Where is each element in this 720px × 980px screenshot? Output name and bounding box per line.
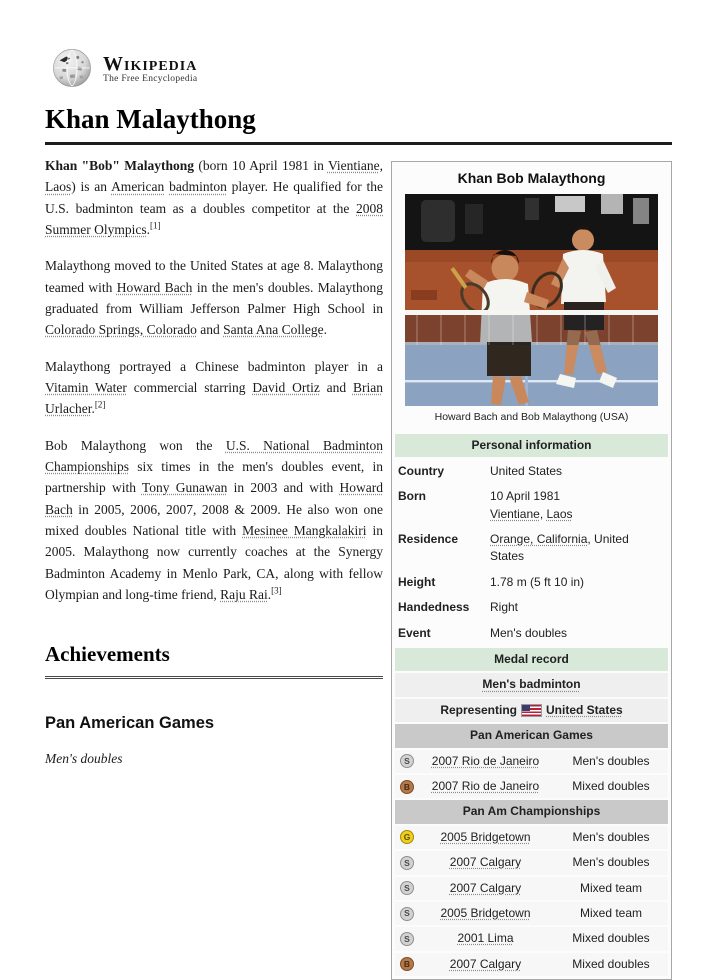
infobox-photo[interactable]	[395, 194, 668, 406]
medal-event: Men's doubles	[572, 753, 650, 768]
field-label: Residence	[398, 532, 459, 547]
text-run: ,	[539, 506, 547, 521]
medal-group-header-pan-american-games: Pan American Games	[395, 724, 668, 747]
gold-medal-icon: G	[400, 830, 414, 844]
text-link[interactable]: Brian Urlacher	[45, 379, 383, 417]
infobox-row-handedness	[395, 595, 668, 620]
field-label: Born	[398, 489, 426, 504]
infobox-row-born	[395, 484, 668, 527]
text-link[interactable]: Mesinee Mangkalakiri	[242, 522, 367, 538]
paragraph	[45, 356, 383, 420]
text-link[interactable]: 2008 Summer Olympics	[45, 200, 383, 237]
paragraph	[45, 435, 383, 606]
venue-link[interactable]: 2007 Rio de Janeiro	[431, 778, 540, 793]
personal-information-header: Personal information	[395, 434, 668, 457]
medal-venue	[414, 905, 557, 922]
wikipedia-wordmark: Wikipedia	[103, 52, 198, 75]
text-run: in 2005. Malaythong now currently coaches at the Synergy Badminton Academy in Menlo Park, CA, along with fellow Olympian and long-time friend,	[45, 522, 383, 602]
silver-medal-icon: S	[400, 856, 414, 870]
text-run: ) is an	[71, 179, 112, 195]
text-run: 10 April 1981	[490, 489, 561, 504]
medal-event: Mixed doubles	[572, 778, 650, 793]
text-link[interactable]: Colorado Springs, Colorado	[45, 322, 197, 338]
text-run: and	[319, 379, 353, 395]
article-body	[45, 155, 383, 980]
event-note: Men's doubles	[45, 751, 123, 767]
subsection-heading-pan-american-games: Pan American Games	[45, 714, 215, 733]
medal-event: Mixed team	[579, 905, 643, 920]
text-run: (born 10 April 1981 in	[194, 158, 328, 173]
medal-sport-row	[395, 673, 668, 696]
us-flag-icon	[522, 705, 541, 716]
text-link[interactable]: Santa Ana College	[223, 322, 324, 338]
text-link[interactable]: Vitamin Water	[45, 379, 127, 395]
representing-label: Representing	[440, 702, 517, 717]
text-link[interactable]: Howard Bach	[45, 480, 383, 517]
text-run: 1.78 m (5 ft 10 in)	[490, 574, 585, 589]
text-link[interactable]: Laos	[546, 506, 573, 521]
text-link[interactable]: U.S. National Badminton Championships	[45, 437, 383, 474]
text-run: in 2005, 2006, 2007, 2008 & 2009. He also won one mixed doubles National title with	[45, 501, 383, 538]
text-run: Malaythong portrayed a Chinese badminton player in a	[45, 358, 383, 374]
text-link[interactable]: badminton	[169, 179, 227, 195]
text-run: , United States	[490, 532, 629, 564]
venue-link[interactable]: 2001 Lima	[457, 931, 514, 946]
venue-link[interactable]: 2007 Calgary	[449, 855, 522, 870]
wikipedia-globe-icon	[51, 46, 93, 93]
field-value	[490, 488, 665, 523]
silver-medal-icon: S	[400, 907, 414, 921]
text-link[interactable]: David Ortiz	[252, 379, 320, 395]
field-label: Height	[398, 574, 436, 589]
field-value	[490, 599, 665, 616]
infobox-row-residence	[395, 527, 668, 570]
venue-link[interactable]: 2007 Calgary	[449, 880, 522, 895]
wikipedia-tagline: The Free Encyclopedia	[103, 73, 198, 84]
medal-event: Mixed team	[579, 880, 643, 895]
medal-venue	[414, 778, 557, 795]
field-label: Country	[398, 463, 444, 478]
medal-row	[395, 877, 668, 900]
medal-row	[395, 826, 668, 849]
paragraph-lead	[45, 155, 383, 240]
venue-link[interactable]: 2007 Calgary	[449, 956, 522, 971]
text-link[interactable]: Tony Gunawan	[141, 480, 228, 496]
text-run: in the men's doubles. Malaythong graduated from William Jefferson Palmer High School in	[45, 279, 383, 316]
field-value	[490, 463, 665, 480]
venue-link[interactable]: 2005 Bridgetown	[440, 905, 531, 920]
medal-venue	[414, 854, 557, 871]
text-run: Bob Malaythong won the	[45, 437, 226, 453]
text-run: Khan "Bob" Malaythong	[45, 158, 195, 173]
medal-event: Men's doubles	[572, 829, 650, 844]
text-link[interactable]: American	[111, 179, 165, 195]
wikipedia-brand[interactable]	[51, 46, 672, 92]
text-run: ,	[379, 158, 384, 173]
content-columns	[45, 155, 672, 980]
field-label: Event	[398, 625, 431, 640]
paragraph	[45, 255, 383, 340]
text-link[interactable]: Howard Bach	[116, 279, 193, 295]
representing-row	[395, 699, 668, 722]
medal-venue	[414, 956, 557, 973]
reference-marker: [1]	[150, 220, 161, 231]
medal-group-header-pan-am-championships: Pan Am Championships	[395, 800, 668, 823]
reference-marker: [3]	[271, 585, 282, 596]
medal-venue	[414, 829, 557, 846]
text-link[interactable]: Vientiane	[490, 506, 540, 521]
text-run: in 2003 and with	[227, 480, 340, 496]
medal-event: Mixed doubles	[572, 956, 650, 971]
page-title: Khan Malaythong	[45, 104, 672, 145]
text-link[interactable]: Raju Rai	[220, 586, 268, 602]
text-link[interactable]: Vientiane	[327, 158, 380, 173]
medal-row	[395, 927, 668, 950]
text-run: .	[323, 322, 327, 338]
medal-record-header: Medal record	[395, 648, 668, 671]
sport-link[interactable]: Men's badminton	[482, 677, 581, 692]
medal-row	[395, 953, 668, 976]
field-label: Handedness	[398, 600, 470, 615]
text-run: .	[267, 586, 272, 602]
field-value	[490, 625, 665, 642]
medal-row	[395, 775, 668, 798]
representing-country-link[interactable]: United States	[546, 702, 623, 717]
infobox-photo-caption: Howard Bach and Bob Malaythong (USA)	[434, 411, 629, 424]
bronze-medal-icon: B	[400, 780, 414, 794]
medal-event: Mixed doubles	[572, 931, 650, 946]
venue-link[interactable]: 2007 Rio de Janeiro	[431, 753, 540, 768]
text-link[interactable]: Laos	[45, 179, 72, 195]
text-run: Men's doubles	[490, 625, 568, 640]
venue-link[interactable]: 2005 Bridgetown	[440, 829, 531, 844]
field-value	[490, 574, 665, 591]
text-run: commercial starring	[126, 379, 253, 395]
text-run: United States	[490, 463, 563, 478]
medal-venue	[414, 930, 557, 947]
text-run: six times in the men's doubles event, in partnership with	[45, 458, 383, 496]
medal-venue	[414, 753, 557, 770]
medal-row	[395, 750, 668, 773]
infobox-row-height	[395, 570, 668, 595]
text-run: Malaythong moved to the United States at age 8. Malaythong teamed with	[45, 258, 383, 295]
section-heading-achievements: Achievements	[45, 638, 383, 679]
reference-marker: [2]	[94, 399, 106, 410]
text-run: player. He qualified for the U.S. badminton team as a doubles competitor at the	[45, 179, 383, 216]
silver-medal-icon: S	[400, 932, 414, 946]
silver-medal-icon: S	[400, 754, 414, 768]
infobox	[391, 161, 672, 980]
infobox-row-country	[395, 459, 668, 484]
text-run: Right	[490, 600, 519, 615]
infobox-row-event	[395, 621, 668, 646]
text-run: .	[91, 401, 95, 417]
bronze-medal-icon: B	[400, 957, 414, 971]
text-link[interactable]: Orange, California	[490, 532, 588, 547]
infobox-title: Khan Bob Malaythong	[457, 170, 606, 186]
wikipedia-wordmark-block	[103, 54, 197, 85]
medal-event: Men's doubles	[572, 855, 650, 870]
field-value	[490, 531, 665, 566]
medal-row	[395, 902, 668, 925]
medal-row	[395, 851, 668, 874]
medal-venue	[414, 880, 557, 897]
text-run: and	[196, 322, 224, 338]
silver-medal-icon: S	[400, 881, 414, 895]
text-run: .	[146, 221, 150, 237]
